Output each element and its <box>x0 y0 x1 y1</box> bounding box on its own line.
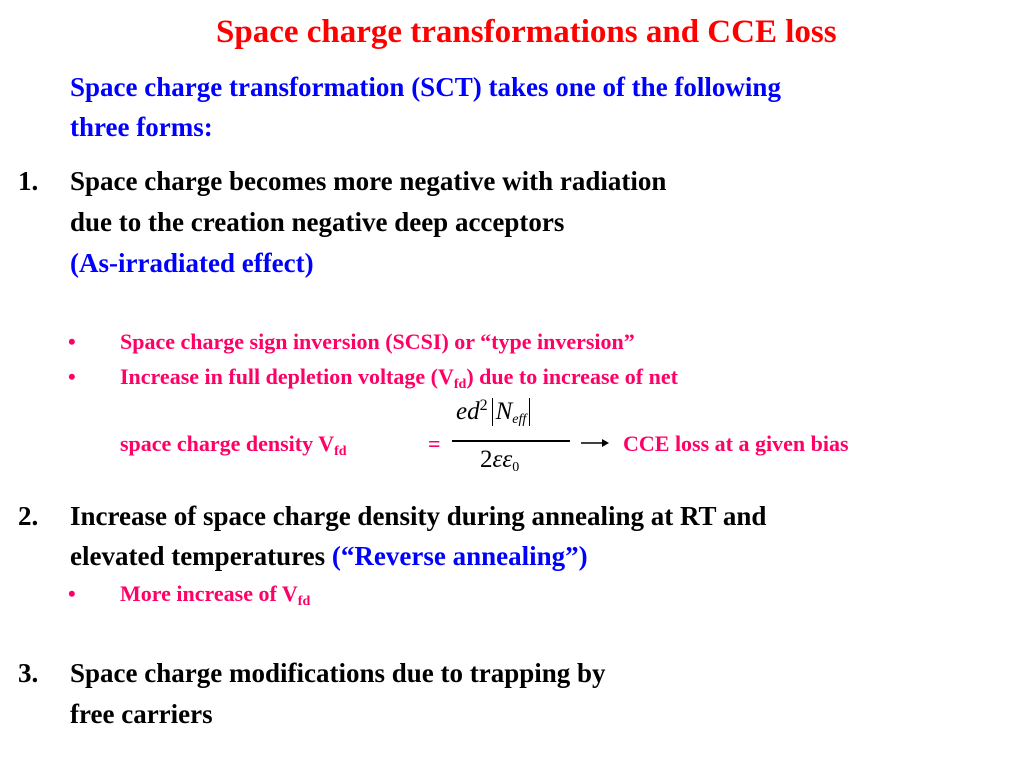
item-1-line-2: due to the creation negative deep acceptors <box>70 207 565 237</box>
item-1-bullet-1: Space charge sign inversion (SCSI) or “type inversion” <box>120 329 635 354</box>
item-2-bullet <box>120 581 310 607</box>
item-1-line-1: Space charge becomes more negative with radiation <box>70 166 667 196</box>
item-2-line-2 <box>70 541 588 572</box>
cce-loss-result: CCE loss at a given bias <box>623 431 849 456</box>
item-1-number: 1. <box>18 166 39 196</box>
item-3-line-2: free carriers <box>70 699 213 729</box>
item-2-note: (“Reverse annealing”) <box>331 541 588 571</box>
depletion-voltage-formula <box>448 394 572 490</box>
bullet-dot: • <box>68 364 76 389</box>
item-3-number: 3. <box>18 658 39 688</box>
formula-denominator: $2\varepsilon\varepsilon_0$ <box>480 446 520 475</box>
formula-lead <box>120 431 347 457</box>
slide-title: Space charge transformations and CCE loss <box>216 14 837 50</box>
bullet-2-sub: fd <box>453 377 467 392</box>
formula-equals: = <box>428 431 441 456</box>
formula-abs-value: $N_{eff}$ <box>492 398 531 426</box>
item-2-line-2-text: elevated temperatures <box>70 541 332 571</box>
formula-lead-sub: fd <box>334 444 347 459</box>
right-arrow-icon <box>580 433 610 453</box>
formula-lead-text: space charge density V <box>120 431 335 456</box>
formula-numerator: $ed^2$ $N_{eff}$ <box>456 398 530 426</box>
item-2-bullet-sub: fd <box>297 594 311 609</box>
bullet-2-text: Increase in full depletion voltage (V <box>120 364 454 389</box>
intro-line-1: Space charge transformation (SCT) takes one of the following <box>70 72 781 102</box>
item-2-bullet-text: More increase of V <box>120 581 298 606</box>
item-1-bullet-2 <box>120 364 678 390</box>
item-2-number: 2. <box>18 501 39 531</box>
bullet-2-tail: ) due to increase of net <box>466 364 678 389</box>
bullet-dot: • <box>68 581 76 606</box>
intro-line-2: three forms: <box>70 112 213 142</box>
fraction-bar <box>452 440 570 442</box>
item-2-line-1: Increase of space charge density during annealing at RT and <box>70 501 767 531</box>
bullet-dot: • <box>68 329 76 354</box>
item-3-line-1: Space charge modifications due to trapping by <box>70 658 606 688</box>
item-1-note: (As-irradiated effect) <box>70 248 314 278</box>
